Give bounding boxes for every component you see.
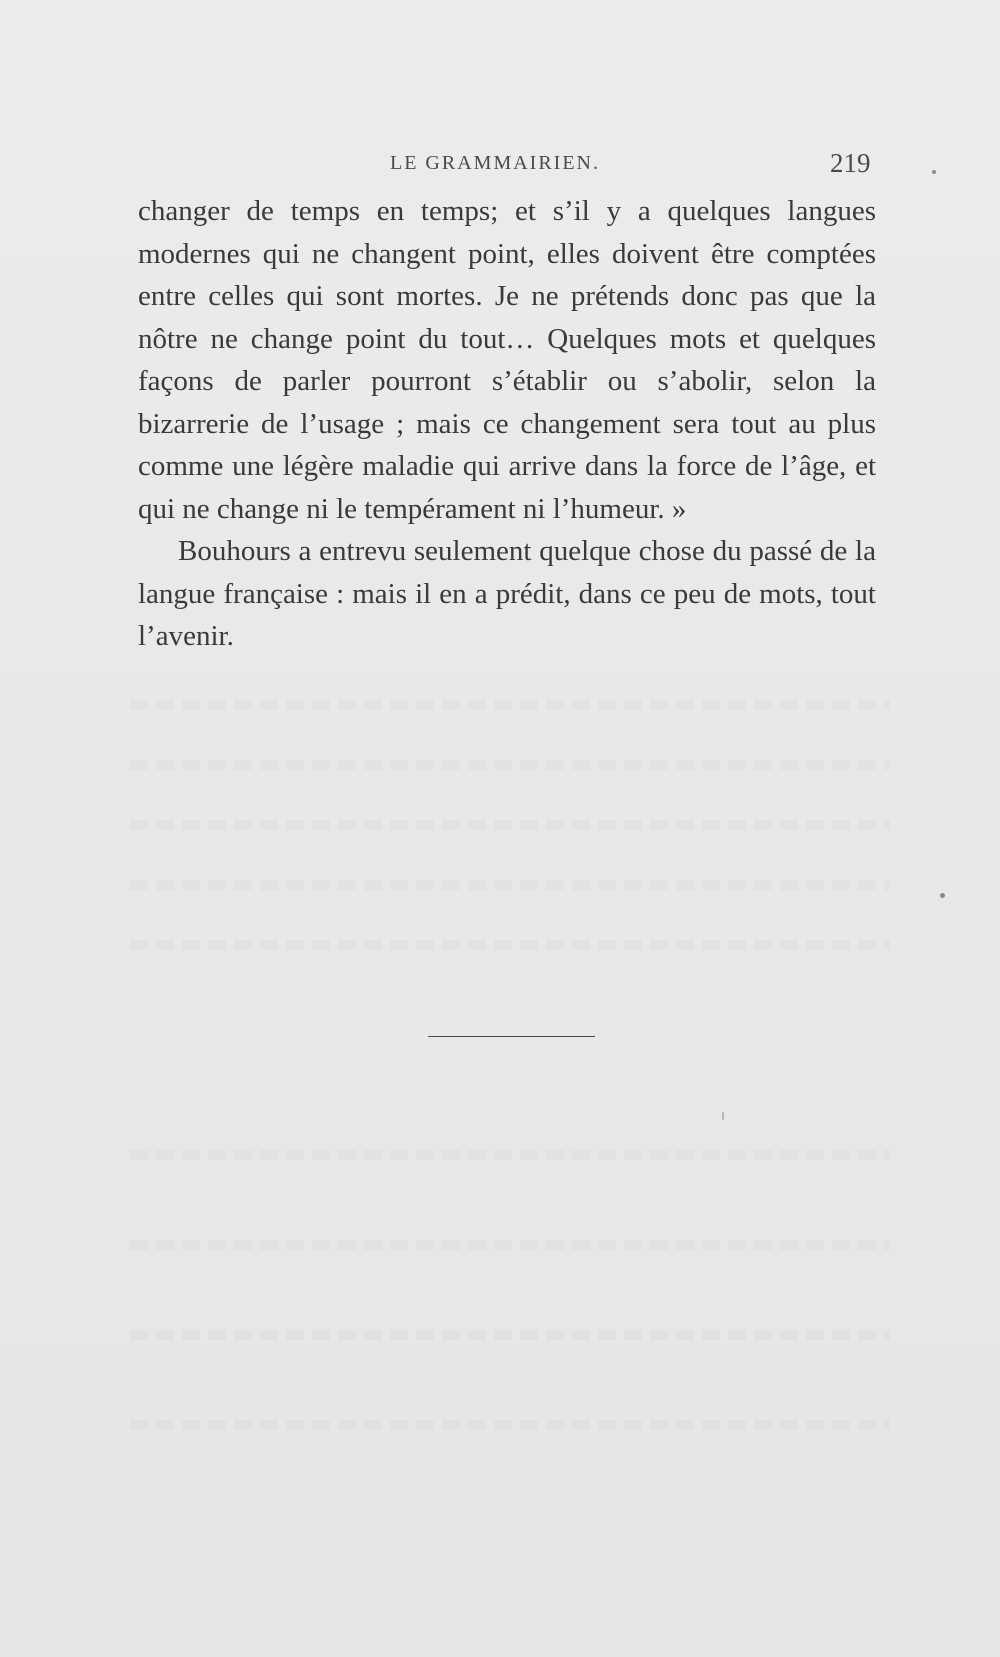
page-number: 219 bbox=[830, 148, 871, 178]
show-through-bleed bbox=[130, 1240, 890, 1250]
show-through-bleed bbox=[130, 1150, 890, 1160]
paper-speck bbox=[940, 893, 945, 898]
paper-speck bbox=[722, 1112, 724, 1120]
show-through-bleed bbox=[130, 940, 890, 950]
show-through-bleed bbox=[130, 1330, 890, 1340]
body-paragraph: Bouhours a entrevu seulement quelque chose du passé de la langue française : mais il en a prédit, dans ce peu de mots, tout l’avenir. bbox=[138, 535, 876, 652]
body-text bbox=[138, 190, 876, 658]
paper-speck bbox=[932, 170, 936, 174]
show-through-bleed bbox=[130, 760, 890, 770]
show-through-bleed bbox=[130, 880, 890, 890]
running-title: LE GRAMMAIRIEN. bbox=[390, 152, 600, 174]
show-through-bleed bbox=[130, 700, 890, 710]
section-end-rule bbox=[428, 1036, 595, 1037]
show-through-bleed bbox=[130, 1420, 890, 1430]
show-through-bleed bbox=[130, 820, 890, 830]
body-paragraph: changer de temps en temps; et s’il y a quelques langues modernes qui ne changent point, elles doivent être comptées entre celles qui sont mortes. Je ne prétends donc pas que la nôtre ne change point du tout… Quelques mots et quelques façons de parler pourront s’établir ou s’abolir, selon la bizarrerie de l’usage ; mais ce changement sera tout au plus comme une légère maladie qui arrive dans la force de l’âge, et qui ne change ni le tempérament ni l’humeur. » bbox=[138, 195, 876, 525]
